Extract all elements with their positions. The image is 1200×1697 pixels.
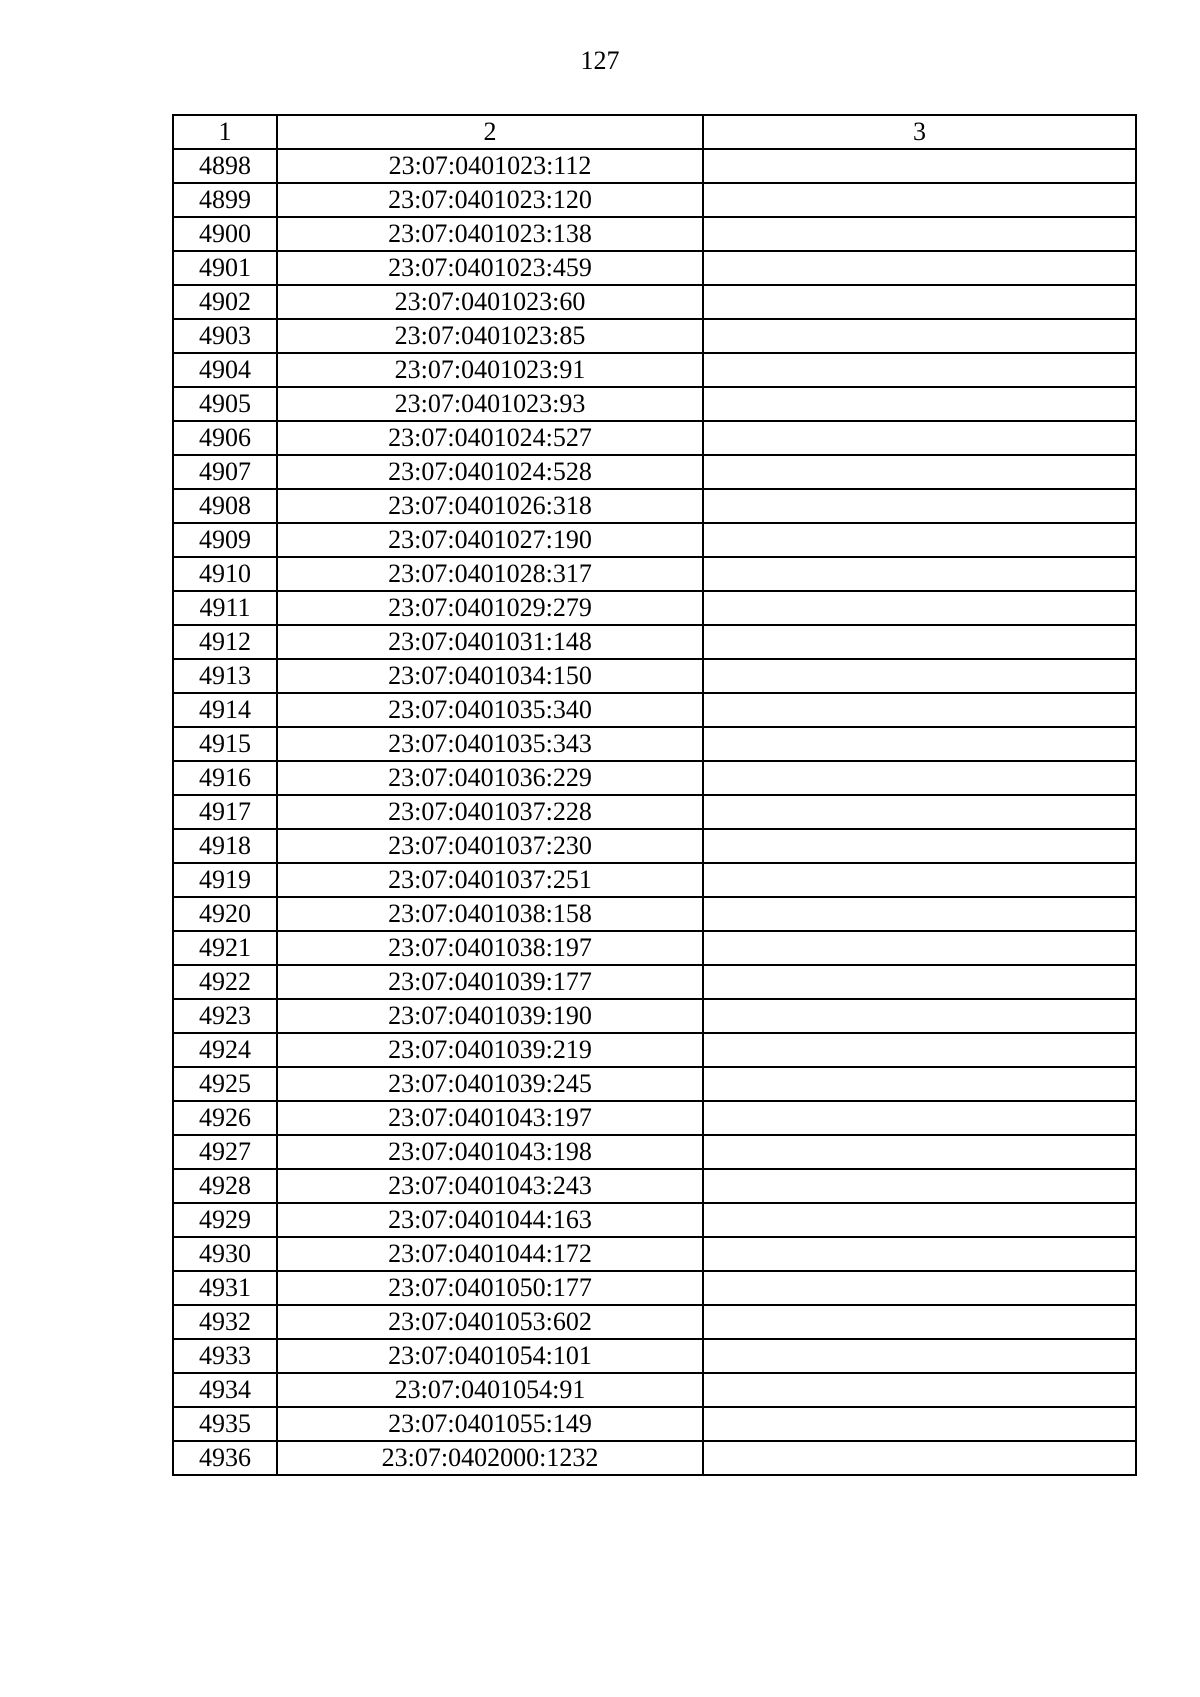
table-row xyxy=(173,761,1136,795)
note-cell xyxy=(703,183,1136,217)
header-cell-1: 1 xyxy=(173,115,277,149)
cadastral-number-cell: 23:07:0401043:197 xyxy=(277,1101,703,1135)
row-number-cell: 4930 xyxy=(173,1237,277,1271)
row-number-cell: 4918 xyxy=(173,829,277,863)
row-number-cell: 4908 xyxy=(173,489,277,523)
note-cell xyxy=(703,795,1136,829)
cadastral-number-cell: 23:07:0402000:1232 xyxy=(277,1441,703,1475)
note-cell xyxy=(703,149,1136,183)
cadastral-number-cell: 23:07:0401039:177 xyxy=(277,965,703,999)
note-cell xyxy=(703,421,1136,455)
row-number-cell: 4933 xyxy=(173,1339,277,1373)
cadastral-number-cell: 23:07:0401024:528 xyxy=(277,455,703,489)
cadastral-number-cell: 23:07:0401034:150 xyxy=(277,659,703,693)
table-row xyxy=(173,625,1136,659)
note-cell xyxy=(703,693,1136,727)
cadastral-number-cell: 23:07:0401050:177 xyxy=(277,1271,703,1305)
row-number-cell: 4911 xyxy=(173,591,277,625)
cadastral-number-cell: 23:07:0401023:120 xyxy=(277,183,703,217)
note-cell xyxy=(703,387,1136,421)
table-row xyxy=(173,1441,1136,1475)
row-number-cell: 4921 xyxy=(173,931,277,965)
note-cell xyxy=(703,1101,1136,1135)
cadastral-number-cell: 23:07:0401039:245 xyxy=(277,1067,703,1101)
cadastral-number-cell: 23:07:0401026:318 xyxy=(277,489,703,523)
table-row xyxy=(173,1339,1136,1373)
note-cell xyxy=(703,557,1136,591)
note-cell xyxy=(703,659,1136,693)
table-row xyxy=(173,149,1136,183)
note-cell xyxy=(703,1441,1136,1475)
row-number-cell: 4920 xyxy=(173,897,277,931)
note-cell xyxy=(703,727,1136,761)
row-number-cell: 4927 xyxy=(173,1135,277,1169)
row-number-cell: 4913 xyxy=(173,659,277,693)
table-body xyxy=(173,149,1136,1475)
row-number-cell: 4916 xyxy=(173,761,277,795)
row-number-cell: 4904 xyxy=(173,353,277,387)
table-row xyxy=(173,251,1136,285)
note-cell xyxy=(703,1169,1136,1203)
row-number-cell: 4931 xyxy=(173,1271,277,1305)
note-cell xyxy=(703,965,1136,999)
table-row xyxy=(173,897,1136,931)
row-number-cell: 4926 xyxy=(173,1101,277,1135)
table-row xyxy=(173,931,1136,965)
row-number-cell: 4935 xyxy=(173,1407,277,1441)
page-number: 127 xyxy=(580,46,620,75)
cadastral-number-cell: 23:07:0401031:148 xyxy=(277,625,703,659)
note-cell xyxy=(703,829,1136,863)
row-number-cell: 4923 xyxy=(173,999,277,1033)
cadastral-number-cell: 23:07:0401036:229 xyxy=(277,761,703,795)
cadastral-number-cell: 23:07:0401053:602 xyxy=(277,1305,703,1339)
table-row xyxy=(173,1101,1136,1135)
cadastral-number-cell: 23:07:0401037:230 xyxy=(277,829,703,863)
note-cell xyxy=(703,353,1136,387)
cadastral-number-cell: 23:07:0401035:343 xyxy=(277,727,703,761)
row-number-cell: 4899 xyxy=(173,183,277,217)
note-cell xyxy=(703,251,1136,285)
cadastral-number-cell: 23:07:0401023:91 xyxy=(277,353,703,387)
cadastral-number-cell: 23:07:0401023:459 xyxy=(277,251,703,285)
table-row xyxy=(173,557,1136,591)
note-cell xyxy=(703,1339,1136,1373)
row-number-cell: 4929 xyxy=(173,1203,277,1237)
table-row xyxy=(173,863,1136,897)
row-number-cell: 4905 xyxy=(173,387,277,421)
table-row xyxy=(173,829,1136,863)
row-number-cell: 4912 xyxy=(173,625,277,659)
note-cell xyxy=(703,1033,1136,1067)
table-row xyxy=(173,217,1136,251)
note-cell xyxy=(703,217,1136,251)
table-row xyxy=(173,1305,1136,1339)
cadastral-number-cell: 23:07:0401027:190 xyxy=(277,523,703,557)
row-number-cell: 4910 xyxy=(173,557,277,591)
table-row xyxy=(173,1135,1136,1169)
row-number-cell: 4914 xyxy=(173,693,277,727)
row-number-cell: 4902 xyxy=(173,285,277,319)
cadastral-number-cell: 23:07:0401037:228 xyxy=(277,795,703,829)
row-number-cell: 4906 xyxy=(173,421,277,455)
table-row xyxy=(173,1169,1136,1203)
note-cell xyxy=(703,319,1136,353)
note-cell xyxy=(703,1135,1136,1169)
note-cell xyxy=(703,1271,1136,1305)
table-row xyxy=(173,387,1136,421)
cadastral-number-cell: 23:07:0401054:91 xyxy=(277,1373,703,1407)
note-cell xyxy=(703,285,1136,319)
note-cell xyxy=(703,1305,1136,1339)
cadastral-number-cell: 23:07:0401028:317 xyxy=(277,557,703,591)
row-number-cell: 4928 xyxy=(173,1169,277,1203)
note-cell xyxy=(703,1407,1136,1441)
note-cell xyxy=(703,489,1136,523)
note-cell xyxy=(703,897,1136,931)
cadastral-number-cell: 23:07:0401054:101 xyxy=(277,1339,703,1373)
table-row xyxy=(173,455,1136,489)
table-row xyxy=(173,659,1136,693)
cadastral-number-cell: 23:07:0401043:243 xyxy=(277,1169,703,1203)
note-cell xyxy=(703,999,1136,1033)
table-row xyxy=(173,965,1136,999)
cadastral-number-cell: 23:07:0401055:149 xyxy=(277,1407,703,1441)
note-cell xyxy=(703,1203,1136,1237)
note-cell xyxy=(703,625,1136,659)
table-row xyxy=(173,421,1136,455)
row-number-cell: 4922 xyxy=(173,965,277,999)
header-cell-2: 2 xyxy=(277,115,703,149)
note-cell xyxy=(703,863,1136,897)
table-row xyxy=(173,285,1136,319)
cadastral-number-cell: 23:07:0401023:85 xyxy=(277,319,703,353)
table-row xyxy=(173,727,1136,761)
table-row xyxy=(173,591,1136,625)
note-cell xyxy=(703,931,1136,965)
table-row xyxy=(173,1203,1136,1237)
note-cell xyxy=(703,591,1136,625)
row-number-cell: 4898 xyxy=(173,149,277,183)
table-header-row xyxy=(173,115,1136,149)
row-number-cell: 4909 xyxy=(173,523,277,557)
note-cell xyxy=(703,1237,1136,1271)
cadastral-number-cell: 23:07:0401044:172 xyxy=(277,1237,703,1271)
note-cell xyxy=(703,523,1136,557)
table-row xyxy=(173,795,1136,829)
table-row xyxy=(173,999,1136,1033)
table-row xyxy=(173,1407,1136,1441)
cadastral-number-cell: 23:07:0401038:197 xyxy=(277,931,703,965)
row-number-cell: 4919 xyxy=(173,863,277,897)
cadastral-number-cell: 23:07:0401024:527 xyxy=(277,421,703,455)
header-cell-3: 3 xyxy=(703,115,1136,149)
row-number-cell: 4901 xyxy=(173,251,277,285)
cadastral-number-cell: 23:07:0401035:340 xyxy=(277,693,703,727)
cadastral-number-cell: 23:07:0401023:112 xyxy=(277,149,703,183)
row-number-cell: 4934 xyxy=(173,1373,277,1407)
table-row xyxy=(173,353,1136,387)
row-number-cell: 4917 xyxy=(173,795,277,829)
row-number-cell: 4903 xyxy=(173,319,277,353)
note-cell xyxy=(703,1373,1136,1407)
cadastral-number-cell: 23:07:0401029:279 xyxy=(277,591,703,625)
row-number-cell: 4907 xyxy=(173,455,277,489)
table-row xyxy=(173,1237,1136,1271)
row-number-cell: 4936 xyxy=(173,1441,277,1475)
cadastral-number-cell: 23:07:0401044:163 xyxy=(277,1203,703,1237)
table-row xyxy=(173,523,1136,557)
row-number-cell: 4925 xyxy=(173,1067,277,1101)
table-row xyxy=(173,1067,1136,1101)
cadastral-number-cell: 23:07:0401037:251 xyxy=(277,863,703,897)
note-cell xyxy=(703,1067,1136,1101)
cadastral-number-cell: 23:07:0401039:190 xyxy=(277,999,703,1033)
cadastral-number-cell: 23:07:0401023:93 xyxy=(277,387,703,421)
note-cell xyxy=(703,761,1136,795)
table-row xyxy=(173,1271,1136,1305)
row-number-cell: 4915 xyxy=(173,727,277,761)
table-row xyxy=(173,489,1136,523)
table-row xyxy=(173,693,1136,727)
note-cell xyxy=(703,455,1136,489)
cadastral-number-cell: 23:07:0401039:219 xyxy=(277,1033,703,1067)
cadastral-table xyxy=(172,114,1137,1476)
table-row xyxy=(173,1373,1136,1407)
cadastral-number-cell: 23:07:0401023:60 xyxy=(277,285,703,319)
table-row xyxy=(173,1033,1136,1067)
cadastral-number-cell: 23:07:0401038:158 xyxy=(277,897,703,931)
row-number-cell: 4932 xyxy=(173,1305,277,1339)
cadastral-number-cell: 23:07:0401043:198 xyxy=(277,1135,703,1169)
table-row xyxy=(173,183,1136,217)
row-number-cell: 4924 xyxy=(173,1033,277,1067)
row-number-cell: 4900 xyxy=(173,217,277,251)
table-row xyxy=(173,319,1136,353)
cadastral-number-cell: 23:07:0401023:138 xyxy=(277,217,703,251)
